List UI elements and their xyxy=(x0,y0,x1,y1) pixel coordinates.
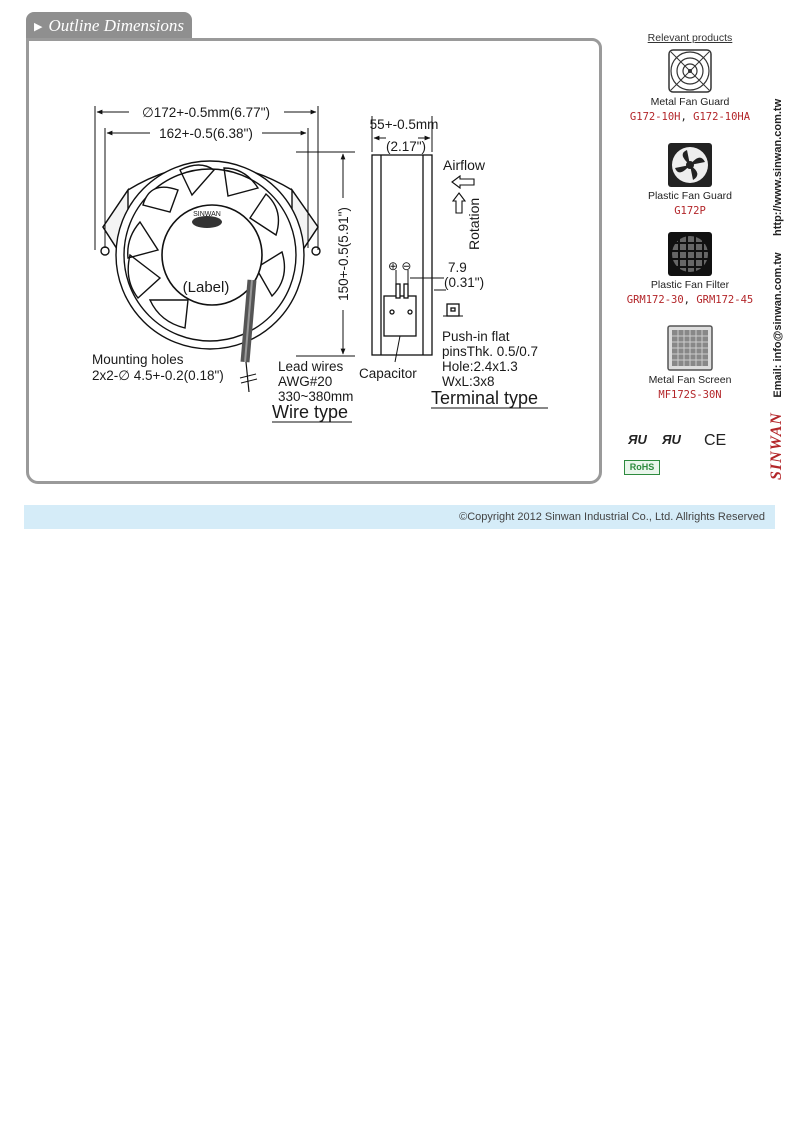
pin-width-length: WxL:3x8 xyxy=(442,374,495,389)
product-metal-fan-guard[interactable]: Metal Fan Guard G172-10H, G172-10HA xyxy=(620,48,760,123)
push-in-label: Push-in flat xyxy=(442,329,510,344)
triangle-right-icon: ▶ xyxy=(34,21,43,33)
svg-text:CE: CE xyxy=(704,432,727,449)
hole-size: Hole:2.4x1.3 xyxy=(442,359,518,374)
ce-mark-icon xyxy=(704,432,726,449)
product-code[interactable]: G172-10H xyxy=(629,111,681,123)
vertical-branding xyxy=(768,99,786,480)
terminal-type-title: Terminal type xyxy=(431,388,539,408)
height-dimension: 150+-0.5(5.91") xyxy=(336,207,351,301)
pins-thickness: pinsThk. 0.5/0.7 xyxy=(442,344,539,359)
fan-brand-text: SINWAN xyxy=(193,211,221,218)
fan-front-view xyxy=(101,161,320,349)
product-code[interactable]: G172P xyxy=(674,205,706,217)
section-title: Outline Dimensions xyxy=(48,16,184,35)
pin-gap-mm: 7.9 xyxy=(448,260,467,275)
depth-dimension-in: (2.17") xyxy=(385,139,427,154)
certification-marks xyxy=(626,428,736,450)
lead-wires-length: 330~380mm xyxy=(278,389,354,404)
metal-fan-screen-icon xyxy=(666,324,714,372)
product-name: Plastic Fan Guard xyxy=(647,190,733,202)
lead-wires-gauge: AWG#20 xyxy=(278,374,333,389)
culus-mark-icon xyxy=(661,432,681,447)
polarity-symbols: ⊕ ⊖ xyxy=(388,259,412,273)
product-code[interactable]: MF172S-30N xyxy=(658,389,722,401)
rohs-badge: RoHS xyxy=(624,460,660,475)
contact-email[interactable]: Email: info@sinwan.com.tw xyxy=(772,252,784,398)
svg-text:ЯU: ЯU xyxy=(628,432,647,447)
product-code[interactable]: GRM172-45 xyxy=(696,294,754,306)
product-name: Metal Fan Guard xyxy=(650,96,730,108)
lead-wires-label: Lead wires xyxy=(278,359,344,374)
mounting-holes-label: Mounting holes xyxy=(92,352,184,367)
website-url[interactable]: http://www.sinwan.com.tw xyxy=(772,98,784,236)
airflow-arrow-icon xyxy=(452,176,474,188)
capacitor-label: Capacitor xyxy=(359,366,417,381)
product-code[interactable]: G172-10HA xyxy=(693,111,751,123)
wire-type-title: Wire type xyxy=(272,402,349,422)
product-metal-fan-screen[interactable] xyxy=(620,324,760,401)
outer-diameter-dimension: ∅172+-0.5mm(6.77") xyxy=(142,105,270,120)
mounting-holes-spec: 2x2-∅ 4.5+-0.2(0.18") xyxy=(92,368,224,383)
copyright-footer: ©Copyright 2012 Sinwan Industrial Co., Ltd. Allrights Reserved xyxy=(24,505,775,529)
relevant-products-title: Relevant products xyxy=(647,32,733,44)
rotation-label: Rotation xyxy=(466,197,482,250)
product-plastic-fan-guard[interactable] xyxy=(620,142,760,217)
product-code[interactable]: GRM172-30 xyxy=(626,294,684,306)
pin-gap-in: (0.31") xyxy=(444,275,485,290)
product-name: Plastic Fan Filter xyxy=(650,279,730,291)
hole-spacing-dimension: 162+-0.5(6.38") xyxy=(159,126,253,141)
airflow-label: Airflow xyxy=(443,157,486,173)
product-name: Metal Fan Screen xyxy=(648,374,732,386)
product-plastic-fan-filter[interactable]: Plastic Fan Filter GRM172-30, GRM172-45 xyxy=(620,231,760,306)
depth-dimension-mm: 55+-0.5mm xyxy=(369,117,439,132)
brand-logo-text: SINWAN xyxy=(768,412,785,480)
plastic-fan-guard-icon xyxy=(667,142,713,188)
svg-text:ЯU: ЯU xyxy=(662,432,681,447)
plastic-fan-filter-icon xyxy=(667,231,713,277)
rotation-arrow-icon xyxy=(453,193,465,213)
label-text: (Label) xyxy=(182,279,230,296)
metal-fan-guard-icon xyxy=(667,48,713,94)
ul-mark-icon xyxy=(627,432,647,447)
